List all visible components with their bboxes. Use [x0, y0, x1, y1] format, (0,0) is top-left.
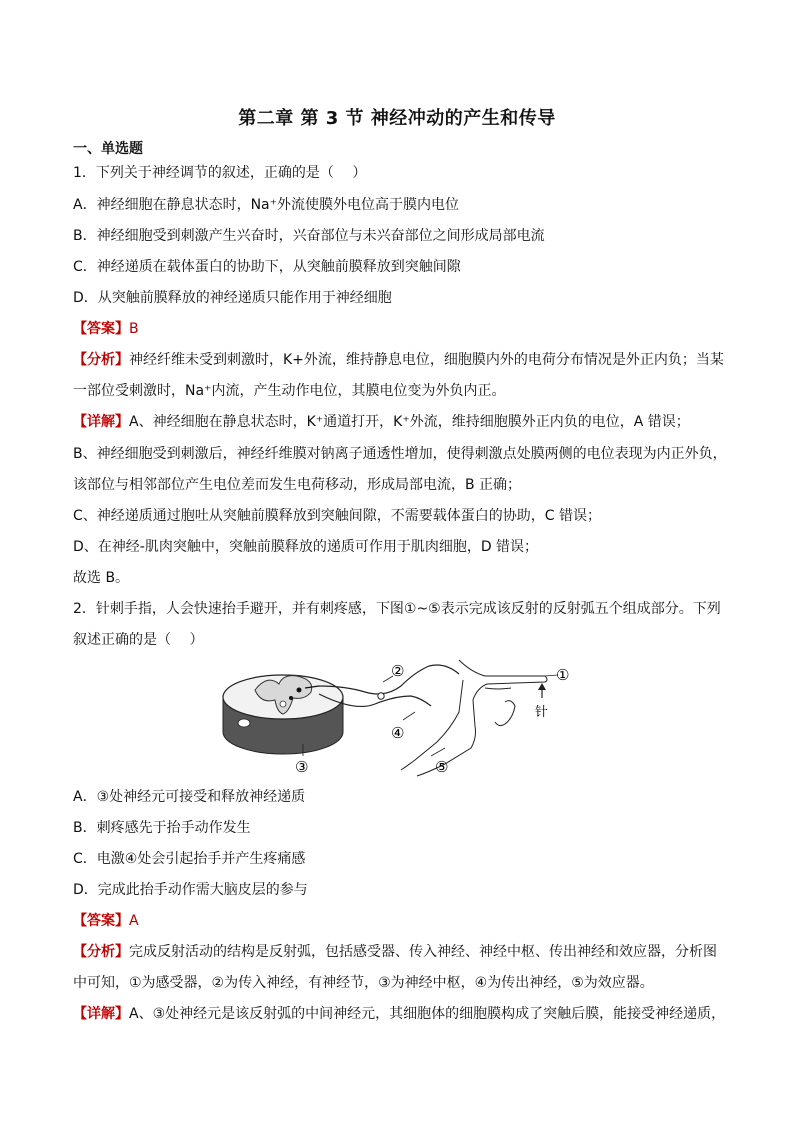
- section-heading: 一、单选题: [73, 141, 143, 157]
- q1-answer: [73, 319, 733, 339]
- detail-tag: 【详解】: [73, 414, 129, 430]
- q2-stem-line-1: 2．针刺手指，人会快速抬手避开，并有刺疼感，下图①~⑤表示完成该反射的反射弧五个组成部分。下列: [73, 601, 721, 617]
- arm-outline: [401, 660, 547, 776]
- page-title: 第二章 第 3 节 神经冲动的产生和传导: [238, 108, 556, 129]
- q2-option-c: C．电激④处会引起抬手并产生疼痛感: [73, 851, 306, 867]
- q1-stem: 1．下列关于神经调节的叙述，正确的是（ ）: [73, 165, 367, 181]
- q1-option-a: A．神经细胞在静息状态时，Na⁺外流使膜外电位高于膜内电位: [73, 197, 460, 213]
- label-2: ②: [391, 662, 405, 680]
- q1-analysis-line-1: [73, 350, 733, 370]
- q1-detail-line-1: [73, 412, 733, 432]
- label-1: ①: [556, 666, 570, 684]
- detail-tag: 【详解】: [73, 1006, 129, 1022]
- analysis-text: 完成反射活动的结构是反射弧，包括感受器、传入神经、神经中枢、传出神经和效应器，分析图: [129, 944, 717, 960]
- reflex-arc-figure: [215, 652, 580, 777]
- q1-detail-line-5: D、在神经-肌肉突触中，突触前膜释放的递质可作用于肌肉细胞，D 错误；: [73, 539, 539, 555]
- q2-option-d: D．完成此抬手动作需大脑皮层的参与: [73, 882, 308, 898]
- q2-stem-line-2: 叙述正确的是（ ）: [73, 632, 204, 648]
- q1-option-c: C．神经递质在载体蛋白的协助下，从突触前膜释放到突触间隙: [73, 259, 461, 275]
- q2-analysis-line-1: [73, 942, 733, 962]
- spinal-cord: [223, 675, 343, 754]
- q1-detail-line-3: 该部位与相邻部位产生电位差而发生电荷移动，形成局部电流，B 正确；: [73, 477, 522, 493]
- q1-option-d: D．从突触前膜释放的神经递质只能作用于神经细胞: [73, 290, 392, 306]
- answer-tag: 【答案】: [73, 321, 129, 337]
- analysis-tag: 【分析】: [73, 944, 129, 960]
- q2-analysis-line-2: 中可知，①为感受器，②为传入神经，有神经节，③为神经中枢，④为传出神经，⑤为效应器。: [73, 975, 654, 991]
- q1-option-b: B．神经细胞受到刺激产生兴奋时，兴奋部位与未兴奋部位之间形成局部电流: [73, 228, 545, 244]
- q1-conclusion: 故选 B。: [73, 570, 130, 586]
- q2-answer: [73, 911, 733, 931]
- detail-text: A、神经细胞在静息状态时，K⁺通道打开，K⁺外流，维持细胞膜外正内负的电位，A 错误；: [129, 414, 690, 430]
- label-5: ⑤: [435, 758, 449, 776]
- q2-option-a: A．③处神经元可接受和释放神经递质: [73, 789, 306, 805]
- q2-option-b: B．刺疼感先于抬手动作发生: [73, 820, 251, 836]
- answer-tag: 【答案】: [73, 913, 129, 929]
- label-needle: 针: [535, 705, 549, 720]
- answer-value: B: [129, 321, 139, 337]
- q1-detail-line-2: B、神经细胞受到刺激后，神经纤维膜对钠离子通透性增加，使得刺激点处膜两侧的电位表现为内正外负，: [73, 446, 727, 462]
- label-3: ③: [295, 758, 309, 776]
- q1-analysis-line-2: 一部位受刺激时，Na⁺内流，产生动作电位，其膜电位变为外负内正。: [73, 383, 506, 399]
- answer-value: A: [129, 913, 139, 929]
- label-4: ④: [391, 724, 405, 742]
- q2-detail-line-1: [73, 1004, 733, 1024]
- detail-text: A、③处神经元是该反射弧的中间神经元，其细胞体的细胞膜构成了突触后膜，能接受神经递质，: [129, 1006, 726, 1022]
- analysis-tag: 【分析】: [73, 352, 129, 368]
- analysis-text: 神经纤维未受到刺激时，K+外流，维持静息电位，细胞膜内外的电荷分布情况是外正内负；当某: [129, 352, 724, 368]
- q1-detail-line-4: C、神经递质通过胞吐从突触前膜释放到突触间隙，不需要载体蛋白的协助，C 错误；: [73, 508, 601, 524]
